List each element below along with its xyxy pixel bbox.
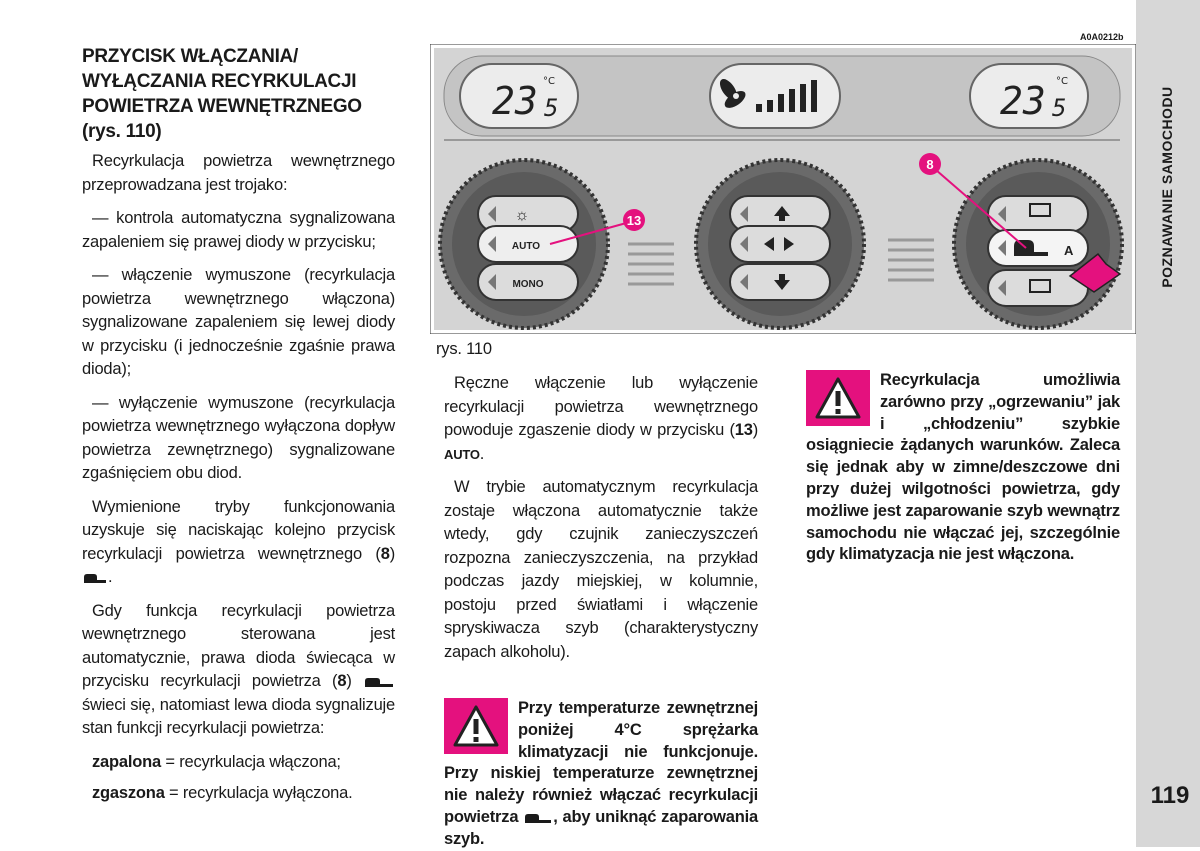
warning-box: Recyrkulacja umożliwia zarówno przy „ogrzewaniu” jak i „chłodzeniu” szybkie osiągniecie żądanych warunków. Zaleca się jednak aby w zimne/deszczowe dni przy dużej wilgotności powietrza, gdy możliwe jest zaparowanie szyb wewnątrz samochodu nie włączać jej, szczególnie gdy klimatyzacja nie jest włączona. xyxy=(806,371,1120,564)
recirculation-icon xyxy=(523,812,553,824)
paragraph: Wymienione tryby funkcjonowania uzyskuje się naciskając kolejno przycisk recyrkulacji powietrza wewnętrznego (8) . xyxy=(82,497,395,586)
warning-icon xyxy=(806,370,870,426)
section-heading: PRZYCISK WŁĄCZANIA/ WYŁĄCZANIA RECYRKULACJI POWIETRZA WEWNĘTRZNEGO (rys. 110) xyxy=(82,46,362,142)
recirculation-icon xyxy=(363,676,395,688)
column-1 xyxy=(82,150,395,806)
svg-text:8: 8 xyxy=(926,157,934,172)
svg-text:AUTO: AUTO xyxy=(511,241,541,252)
svg-text:23: 23 xyxy=(492,79,538,123)
section-label: POZNAWANIE SAMOCHODU xyxy=(1159,86,1175,288)
paragraph: — włączenie wymuszone (recyrkulacja powietrza wewnętrznego włączona) sygnalizowane zapaleniem się lewej diody w przycisku (i jednocześnie zgaśnie prawa dioda); xyxy=(82,266,395,378)
figure-caption: rys. 110 xyxy=(436,340,492,358)
air-distribution-knob xyxy=(696,160,864,328)
climate-control-figure xyxy=(430,44,1136,334)
definition-off: zgaszona = recyrkulacja wyłączona. xyxy=(92,784,353,802)
warning-icon xyxy=(444,698,508,754)
svg-text:5: 5 xyxy=(1052,94,1067,122)
paragraph: W trybie automatycznym recyrkulacja zostaje włączona automatycznie także wtedy, gdy czujnik zanieczyszczeń rozpozna zanieczyszczenia, na przykład podczas jazdy miejskiej, w kolumnie, postoju przed światłami i włączenie spryskiwacza szyb (charakterystyczny zapach alkoholu). xyxy=(444,478,758,661)
svg-text:☼: ☼ xyxy=(514,207,530,224)
figure-code: A0A0212b xyxy=(1080,32,1124,42)
paragraph: Recyrkulacja powietrza wewnętrznego przeprowadzana jest trojako: xyxy=(82,152,395,194)
svg-text:5: 5 xyxy=(544,94,559,122)
paragraph: Gdy funkcja recyrkulacji powietrza wewnętrznego sterowana jest automatycznie, prawa dioda świecąca w przycisku recyrkulacji powietrza (8) świeci się, natomiast lewa dioda sygnalizuje stan funkcji recyrkulacji powietrza: xyxy=(82,601,395,737)
warning-box: Przy temperaturze zewnętrznej poniżej 4°C sprężarka klimatyzacji nie funkcjonuje. Przy niskiej temperaturze zewnętrznej nie należy również włączać recyrkulacji powietrza , aby uniknąć zaparowania szyb. xyxy=(444,699,759,848)
paragraph: — wyłączenie wymuszone (recyrkulacja powietrza wewnętrznego wyłączona dopływ powietrza zewnętrznego) sygnalizowane zgaśnięciem obu diod. xyxy=(82,393,395,482)
svg-text:°C: °C xyxy=(543,76,555,87)
paragraph: Ręczne włączenie lub wyłączenie recyrkulacji powietrza wewnętrznego powoduje zgaszenie diody w przycisku (13) AUTO. xyxy=(444,374,758,463)
svg-text:23: 23 xyxy=(1000,79,1046,123)
svg-text:°C: °C xyxy=(1056,76,1068,87)
paragraph: — kontrola automatyczna sygnalizowana zapaleniem się prawej diody w przycisku; xyxy=(82,209,395,251)
svg-text:MONO: MONO xyxy=(512,279,544,290)
definition-lit: zapalona = recyrkulacja włączona; xyxy=(92,752,341,771)
column-2 xyxy=(444,372,758,851)
temperature-mode-knob xyxy=(440,160,608,328)
page-number: 119 xyxy=(1150,782,1190,809)
svg-text:A: A xyxy=(1064,243,1074,258)
recirculation-icon xyxy=(82,572,108,584)
column-3 xyxy=(806,370,1120,566)
svg-text:13: 13 xyxy=(626,213,642,228)
recirculation-knob xyxy=(954,160,1122,328)
